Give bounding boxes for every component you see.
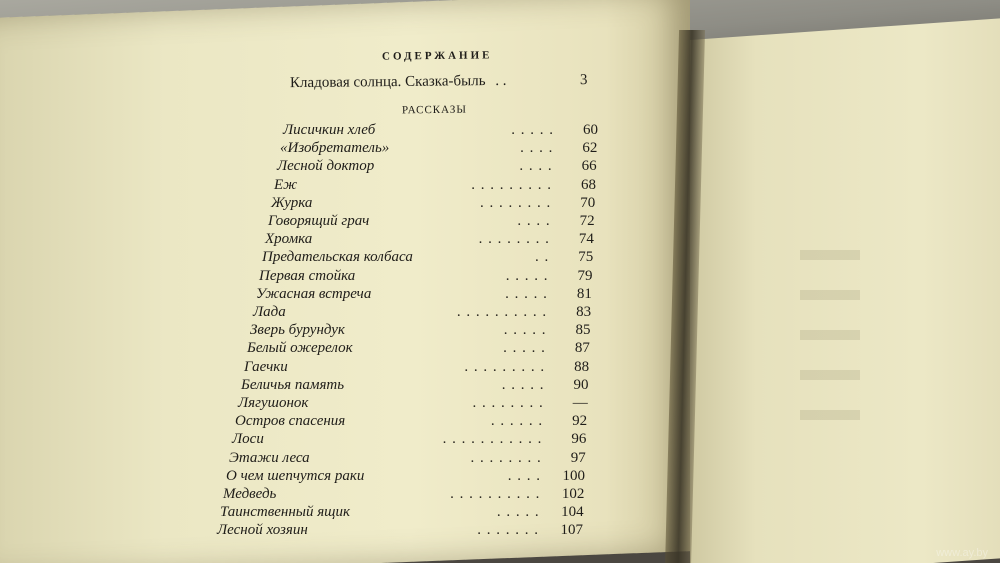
entry-title: Лоси: [232, 431, 264, 448]
toc-entry: [265, 231, 606, 249]
toc-entry: [226, 468, 597, 486]
entry-dots: . . . . . . . .: [478, 231, 550, 248]
toc-entry: [280, 140, 609, 158]
entry-page: 72: [579, 213, 595, 229]
entry-dots: . . . . . . . . . .: [456, 304, 548, 320]
entry-page: 74: [578, 231, 594, 248]
entry-dots: . . . . .: [503, 340, 546, 357]
entry-title: Зверь бурундук: [250, 322, 345, 339]
entry-title: Лесной доктор: [277, 158, 375, 175]
toc-heading: СОДЕРЖАНИЕ: [381, 49, 493, 63]
entry-page: 81: [576, 285, 592, 302]
toc-entry: [223, 486, 596, 504]
toc-entry: [268, 213, 607, 231]
entry-dots: . .: [534, 249, 550, 266]
toc-entry: [247, 340, 602, 358]
toc-entry: [238, 395, 600, 413]
entry-page: 62: [582, 140, 598, 157]
entry-page: 90: [573, 376, 589, 393]
entry-title: Этажи леса: [229, 449, 310, 466]
entry-title: Хромка: [265, 231, 313, 248]
entry-page: 87: [574, 340, 590, 357]
toc-entry: [244, 359, 601, 377]
entry-page: 107: [560, 522, 583, 539]
entry-page: 79: [577, 267, 593, 284]
entry-dots: . . . .: [520, 140, 554, 157]
toc-entry: [235, 413, 599, 431]
entry-page: 88: [574, 358, 590, 375]
entry-title: Говорящий грач: [268, 213, 370, 229]
entry-title: Лесной хозяин: [217, 522, 308, 539]
entry-dots: . .: [495, 72, 507, 89]
toc-first-entry: [289, 72, 588, 92]
toc-entry: [277, 158, 609, 176]
entry-title: «Изобретатель»: [280, 140, 390, 157]
toc-entry: [241, 377, 600, 395]
entry-page: 97: [570, 449, 586, 466]
entry-page: 96: [571, 431, 587, 448]
entry-title: Еж: [274, 176, 298, 193]
entry-title: Лисичкин хлеб: [283, 122, 376, 138]
entry-dots: . . . . .: [501, 376, 545, 393]
entry-page: 66: [581, 158, 597, 175]
entry-page: 104: [561, 504, 584, 521]
entry-title: Предательская колбаса: [262, 249, 413, 266]
entry-dots: . . . .: [519, 158, 553, 175]
entry-dots: . . . . .: [511, 122, 554, 138]
entry-dots: . . . . . . . . .: [464, 358, 546, 375]
entry-dots: . . . . . .: [490, 413, 544, 430]
entry-title: Гаечки: [244, 358, 288, 375]
watermark: www.ay.by: [936, 547, 988, 559]
toc-entry: [253, 304, 603, 322]
entry-page: 100: [562, 467, 586, 484]
entry-dots: . . . .: [507, 467, 542, 484]
entry-page: 68: [580, 176, 596, 193]
entry-dots: . . . . .: [503, 322, 547, 339]
toc-entry: [283, 122, 610, 140]
section-title: РАССКАЗЫ: [401, 103, 467, 117]
entry-title: Журка: [271, 194, 313, 211]
entry-title: Лягушонок: [238, 395, 309, 411]
entry-title: Остров спасения: [235, 413, 346, 430]
toc-entry: [262, 249, 605, 267]
toc-entry: [229, 450, 598, 468]
toc-entry: [232, 431, 598, 449]
entry-title: Таинственный ящик: [220, 504, 351, 521]
entry-title: Беличья память: [241, 376, 345, 393]
toc-entry: [256, 286, 604, 304]
entry-page: 3: [579, 72, 588, 89]
entry-page: 102: [561, 486, 585, 502]
entry-title: Кладовая солнца. Сказка-быль: [289, 73, 486, 92]
entry-page: 83: [576, 304, 592, 320]
entry-dots: . . . . . . .: [477, 522, 539, 539]
toc-entry: [220, 504, 596, 522]
entry-title: Первая стойка: [259, 267, 356, 284]
entry-dots: . . . . . . . . .: [471, 176, 552, 193]
entry-dots: . . . . . . . .: [472, 395, 544, 411]
entry-dots: . . . .: [517, 213, 551, 229]
toc-entry: [250, 322, 603, 340]
entry-dots: . . . . .: [505, 267, 549, 284]
toc-entry: [271, 195, 607, 213]
entry-dots: . . . . . . . .: [480, 194, 552, 211]
entry-title: Медведь: [223, 486, 277, 502]
entry-dots: . . . . .: [496, 504, 540, 521]
entry-title: Белый ожерелок: [247, 340, 353, 357]
entry-title: О чем шепчутся раки: [226, 467, 365, 484]
entry-dots: . . . . . . . . . .: [450, 486, 541, 502]
entry-page: 75: [578, 249, 594, 266]
entry-dots: . . . . .: [505, 285, 548, 302]
entry-page: 85: [575, 322, 591, 339]
entry-title: Лада: [253, 304, 286, 320]
entry-page: 92: [572, 413, 588, 430]
toc-entry: [274, 177, 608, 195]
toc-entry: [217, 522, 595, 540]
entry-dots: . . . . . . . .: [470, 449, 542, 466]
entry-title: Ужасная встреча: [256, 285, 372, 302]
entry-page: 70: [580, 194, 596, 211]
entry-page: —: [572, 395, 588, 411]
toc-entry: [259, 268, 605, 286]
entry-dots: . . . . . . . . . . .: [442, 431, 543, 448]
entry-page: 60: [583, 122, 598, 138]
